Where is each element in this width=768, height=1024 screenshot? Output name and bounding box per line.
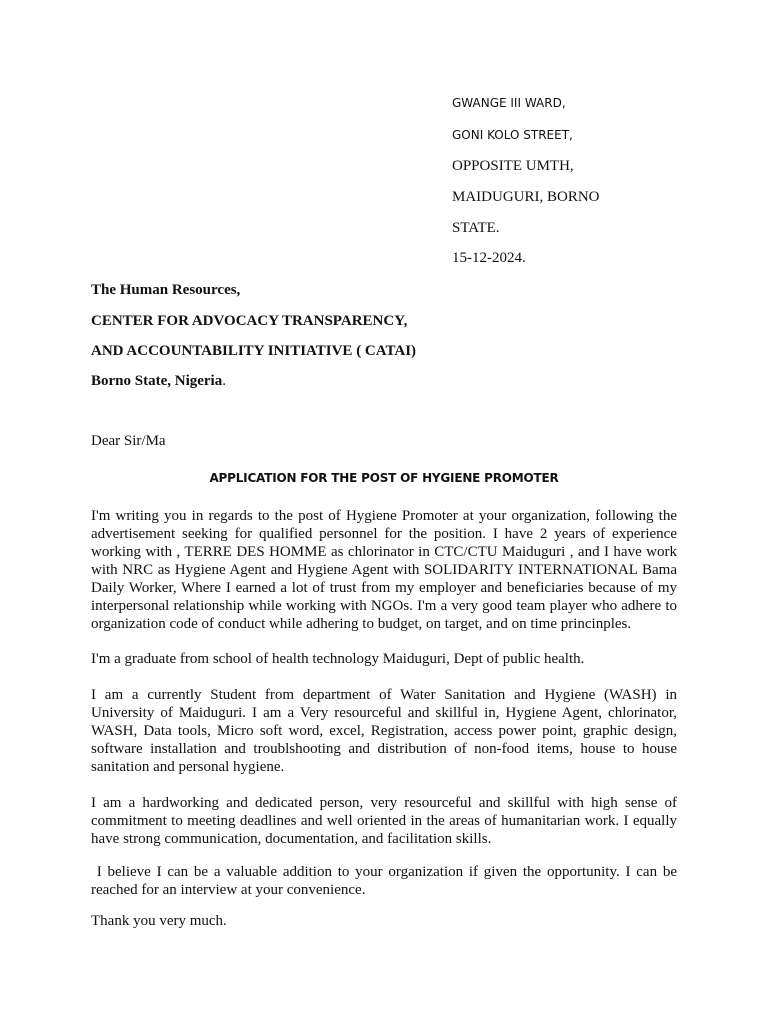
letter-subject: APPLICATION FOR THE POST OF HYGIENE PROMOTER xyxy=(209,471,559,485)
salutation: Dear Sir/Ma xyxy=(91,433,166,449)
address-line-street: GONI KOLO STREET, xyxy=(452,128,573,142)
body-paragraph-availability: I believe I can be a valuable addition to your organization if given the opportunity. I can be reached for an interview at your convenience. xyxy=(91,864,681,898)
body-paragraph-experience: I'm writing you in regards to the post of Hygiene Promoter at your organization, following the advertisement seeking for qualified personnel for the position. I have 2 years of experience working with , TERRE DES HOMME as chlorinator in CTC/CTU Maiduguri , and I have work with NRC as Hygiene Agent and Hygiene Agent with SOLIDARITY INTERNATIONAL Bama Daily Worker, Where I earned a lot of trust from my employer and beneficiaries because of my interpersonal relationship while working with NGOs. I'm a very good team player who adhere to organization code of conduct while adhering to budget, on target, and on time princinples. xyxy=(91,508,677,632)
recipient-line-department: The Human Resources, xyxy=(91,282,241,298)
recipient-location-period: . xyxy=(222,373,226,389)
body-paragraph-qualities: I am a hardworking and dedicated person, very resourceful and skillful with high sense of commitment to meeting deadlines and well oriented in the areas of humanitarian work. I equally have strong communication, documentation, and facilitation skills. xyxy=(91,795,677,847)
letter-date: 15-12-2024. xyxy=(452,250,526,266)
closing-line: Thank you very much. xyxy=(91,913,227,929)
recipient-line-location xyxy=(91,373,226,390)
recipient-line-org-1: CENTER FOR ADVOCACY TRANSPARENCY, xyxy=(91,313,408,329)
address-line-city: MAIDUGURI, BORNO xyxy=(452,189,600,205)
body-paragraph-skills: I am a currently Student from department of Water Sanitation and Hygiene (WASH) in University of Maiduguri. I am a Very resourceful and skillful in, Hygiene Agent, chlorinator, WASH, Data tools, Micro soft word, excel, Registration, access power point, graphic design, software installation and troublshooting and distribution of non-food items, house to house sanitation and personal hygiene. xyxy=(91,687,677,775)
address-line-state: STATE. xyxy=(452,220,500,236)
recipient-location-text: Borno State, Nigeria xyxy=(91,373,223,389)
recipient-line-org-2: AND ACCOUNTABILITY INITIATIVE ( CATAI) xyxy=(91,343,417,359)
address-line-ward: GWANGE III WARD, xyxy=(452,96,566,110)
body-paragraph-education: I'm a graduate from school of health technology Maiduguri, Dept of public health. xyxy=(91,651,585,667)
address-line-landmark: OPPOSITE UMTH, xyxy=(452,158,574,174)
